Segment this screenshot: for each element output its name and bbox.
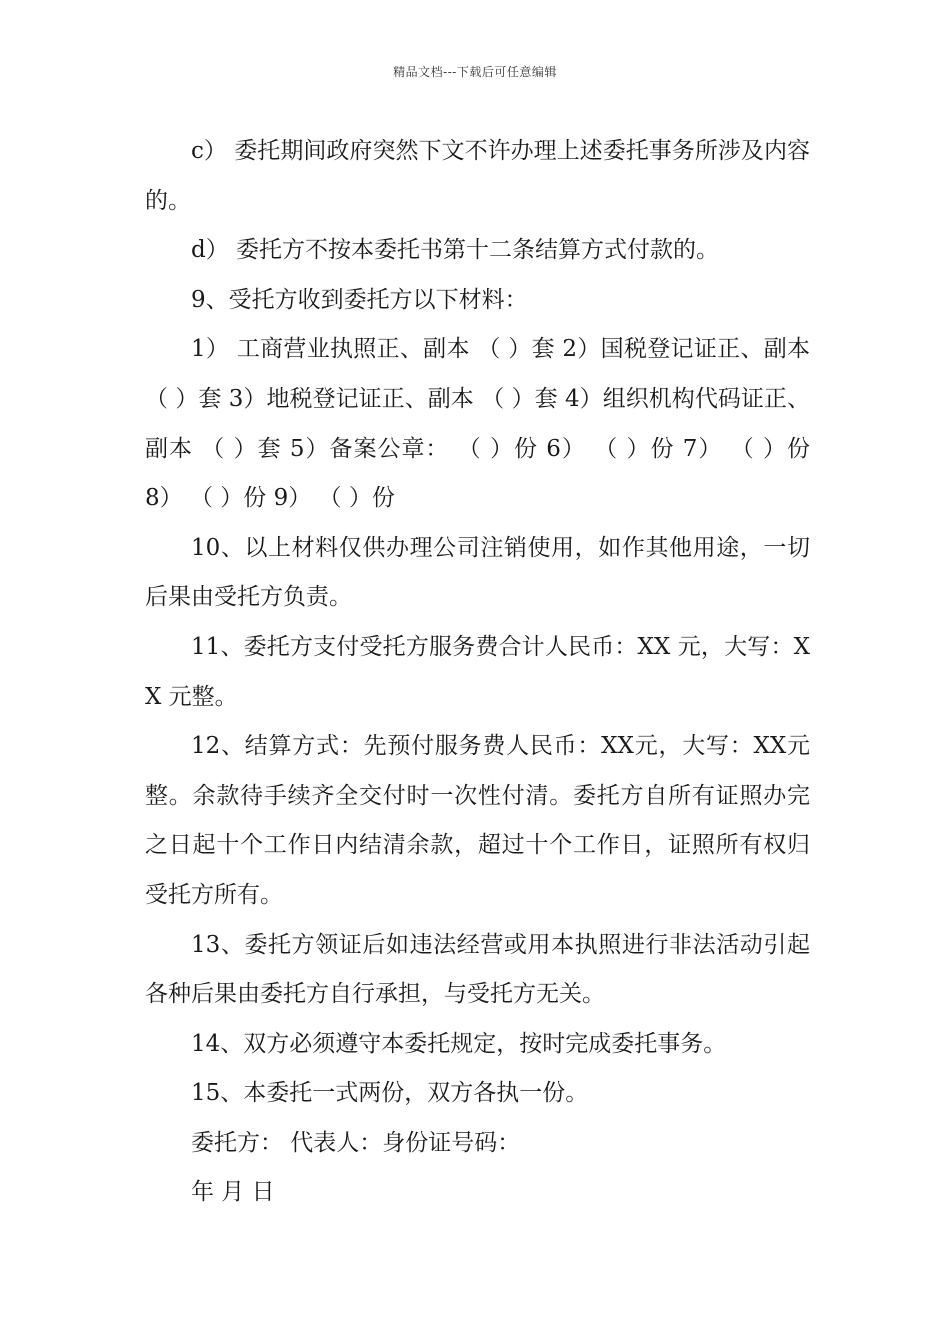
signature-line: 委托方： 代表人：身份证号码： (191, 1129, 521, 1156)
clause-10: 10、以上材料仅供办理公司注销使用，如作其他用途，一切后果由受托方负责。 (145, 534, 810, 611)
clause-15: 15、本委托一式两份，双方各执一份。 (191, 1080, 589, 1107)
clause-13: 13、委托方领证后如违法经营或用本执照进行非法活动引起各种后果由委托方自行承担，与受托方无关。 (145, 931, 810, 1008)
document-body (145, 127, 810, 1218)
clause-d: d） 委托方不按本委托书第十二条结算方式付款的。 (191, 237, 720, 264)
clause-9: 9、受托方收到委托方以下材料： (191, 286, 528, 313)
clause-14: 14、双方必须遵守本委托规定，按时完成委托事务。 (191, 1030, 727, 1057)
materials-list: 1） 工商营业执照正、副本 （ ）套 2）国税登记证正、副本 （ ）套 3）地税登记证正、副本 （ ）套 4）组织机构代码证正、副本 （ ）套 5）备案公章： （ ）份 6） （ ）份 7） （ ）份 8） （ ）份 9） （ ）份 (145, 336, 810, 512)
clause-12: 12、结算方式：先预付服务费人民币：XX元，大写：XX元整。余款待手续齐全交付时一次性付清。委托方自所有证照办完之日起十个工作日内结清余款，超过十个工作日，证照所有权归受托方所有。 (145, 733, 810, 908)
page-header: 精品文档---下载后可任意编辑 (393, 65, 557, 79)
clause-11: 11、委托方支付受托方服务费合计人民币：XX 元，大写：XX 元整。 (145, 633, 810, 710)
clause-c: c） 委托期间政府突然下文不许办理上述委托事务所涉及内容的。 (145, 138, 810, 214)
date-line: 年 月 日 (191, 1179, 275, 1206)
